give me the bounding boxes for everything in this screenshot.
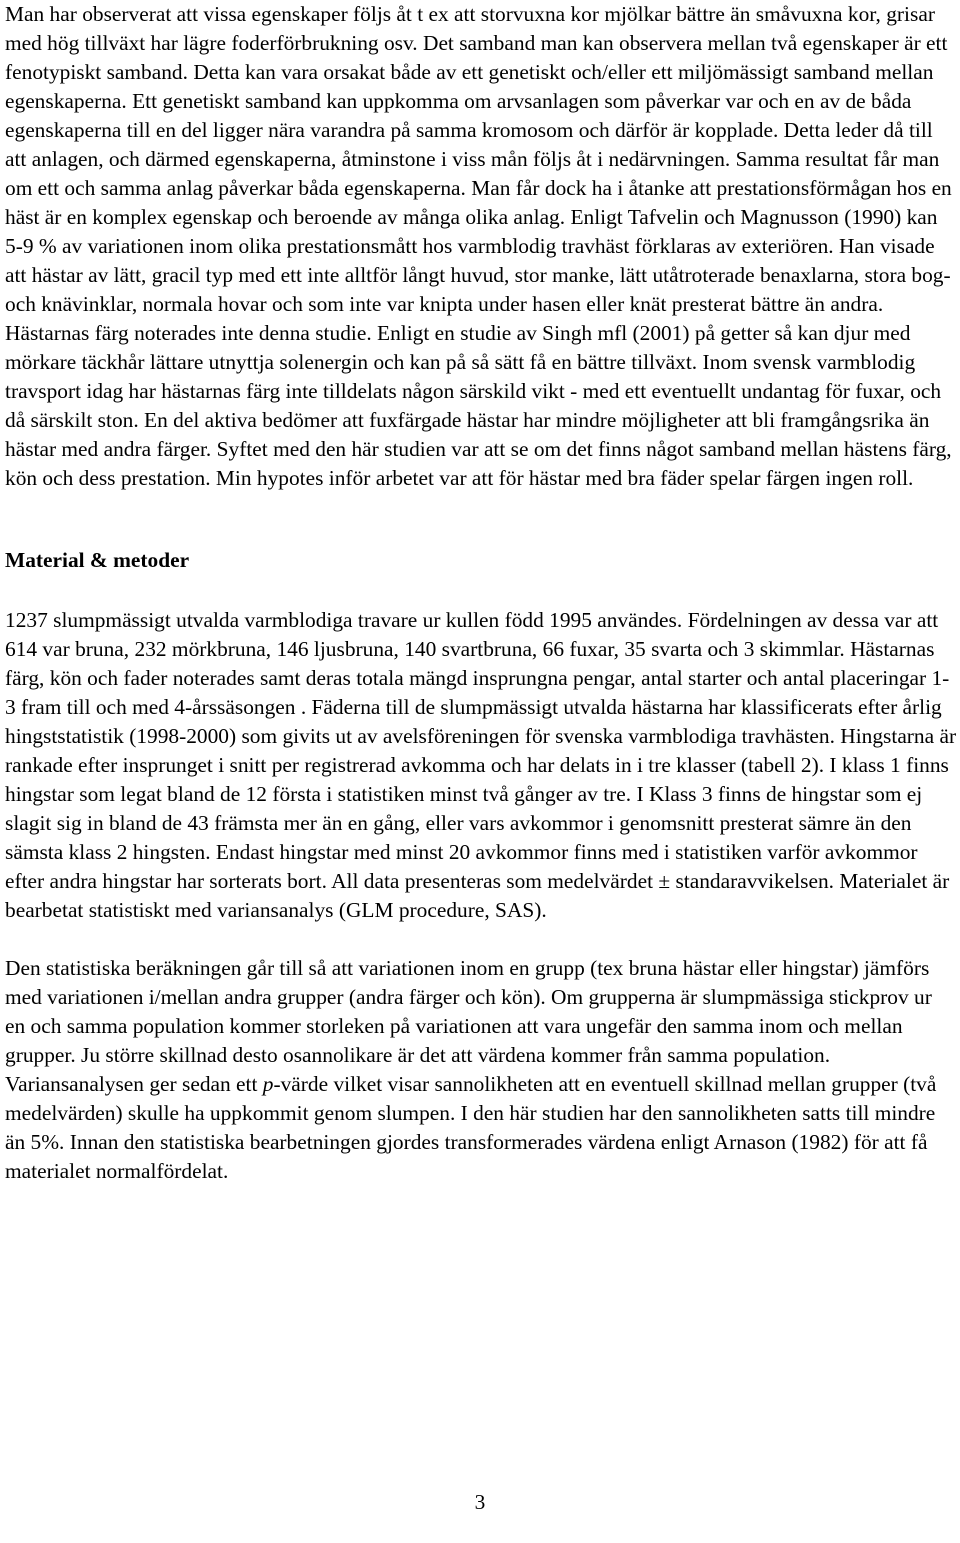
page-number: 3 xyxy=(474,1490,486,1514)
statistics-text-part1: Den statistiska beräkningen går till så att variationen inom en grupp (tex bruna hästar eller hingstar) jämförs med variationen i/mellan andra grupper (andra färger och kön). Om grupperna är slumpmässiga stickprov ur en och samma population kommer storleken på variationen att vara ungefär den samma inom och mellan grupper. Ju större skillnad desto osannolikare är det att värdena kommer från samma population. Variansanalysen ger sedan ett xyxy=(5,956,932,1096)
section-heading-material-metoder: Material & metoder xyxy=(5,548,190,572)
intro-paragraph: Man har observerat att vissa egenskaper följs åt t ex att storvuxna kor mjölkar bättre än småvuxna kor, grisar med hög tillväxt har lägre foderförbrukning osv. Det samband man kan observera mellan två egenskaper är ett fenotypiskt samband. Detta kan vara orsakat både av ett genetiskt och/eller ett miljömässigt samband mellan egenskaperna. Ett genetiskt samband kan uppkomma om arvsanlagen som påverkar var och en av de båda egenskaperna till en del ligger nära varandra på samma kromosom och därför är kopplade. Detta leder då till att anlagen, och därmed egenskaperna, åtminstone i viss mån följs åt i nedärvningen. Samma resultat får man om ett och samma anlag påverkar båda egenskaperna. Man får dock ha i åtanke att prestationsförmågan hos en häst är en komplex egenskap och beroende av många olika anlag. Enligt Tafvelin och Magnusson (1990) kan 5-9 % av variationen inom olika prestationsmått hos varmblodig travhäst förklaras av exteriören. Han visade att hästar av lätt, gracil typ med ett inte alltför långt huvud, stor manke, lätt utåtroterade benaxlarna, stora bog- och knävinklar, normala hovar och som inte var knipta under hasen eller knät presterat bättre än andra. Hästarnas färg noterades inte denna studie. Enligt en studie av Singh mfl (2001) på getter så kan djur med mörkare täckhår lättare utnyttja solenergin och kan på så sätt få en bättre tillväxt. Inom svensk varmblodig travsport idag har hästarnas färg inte tilldelats någon särskild vikt - med ett eventuellt undantag för fuxar, och då särskilt ston. En del aktiva bedömer att fuxfärgade hästar har mindre möjligheter att bli framgångsrika än hästar med andra färger. Syftet med den här studien var att se om det finns något samband mellan hästens färg, kön och dess prestation. Min hypotes inför arbetet var att för hästar med bra fäder spelar färgen ingen roll. xyxy=(5,2,952,490)
statistics-paragraph xyxy=(5,954,957,1186)
methods-paragraph: 1237 slumpmässigt utvalda varmblodiga travare ur kullen född 1995 användes. Fördelningen av dessa var att 614 var bruna, 232 mörkbruna, 146 ljusbruna, 140 svartbruna, 66 fuxar, 35 svarta och 3 skimmlar. Hästarnas färg, kön och fader noterades samt deras totala mängd insprungna pengar, antal starter och antal placeringar 1-3 fram till och med 4-årssäsongen . Fäderna till de slumpmässigt utvalda hästarna har klassificerats efter årlig hingststatistik (1998-2000) som givits ut av avelsföreningen för svenska varmblodiga travhästen. Hingstarna är rankade efter insprunget i snitt per registrerad avkomma och har delats in i tre klasser (tabell 2). I klass 1 finns hingstar som legat bland de 12 första i statistiken minst två gånger av tre. I Klass 3 finns de hingstar som ej slagit sig in bland de 43 främsta mer än en gång, eller vars avkommor i genomsnitt presterat sämre än den sämsta klass 2 hingsten. Endast hingstar med minst 20 avkommor finns med i statistiken varför avkommor efter andra hingstar har sorterats bort. All data presenteras som medelvärdet ± standaravvikelsen. Materialet är bearbetat statistiskt med variansanalys (GLM procedure, SAS). xyxy=(5,608,957,922)
statistics-text-part2: -värde vilket visar sannolikheten att en eventuell skillnad mellan grupper (två medelvärden) skulle ha uppkommit genom slumpen. I den här studien har den sannolikheten satts till mindre än 5%. Innan den statistiska bearbetningen gjordes transformerades värdena enligt Arnason (1982) för att få materialet normalfördelat. xyxy=(5,1072,937,1183)
p-value-symbol: p xyxy=(262,1072,274,1096)
document-page xyxy=(5,0,957,1186)
